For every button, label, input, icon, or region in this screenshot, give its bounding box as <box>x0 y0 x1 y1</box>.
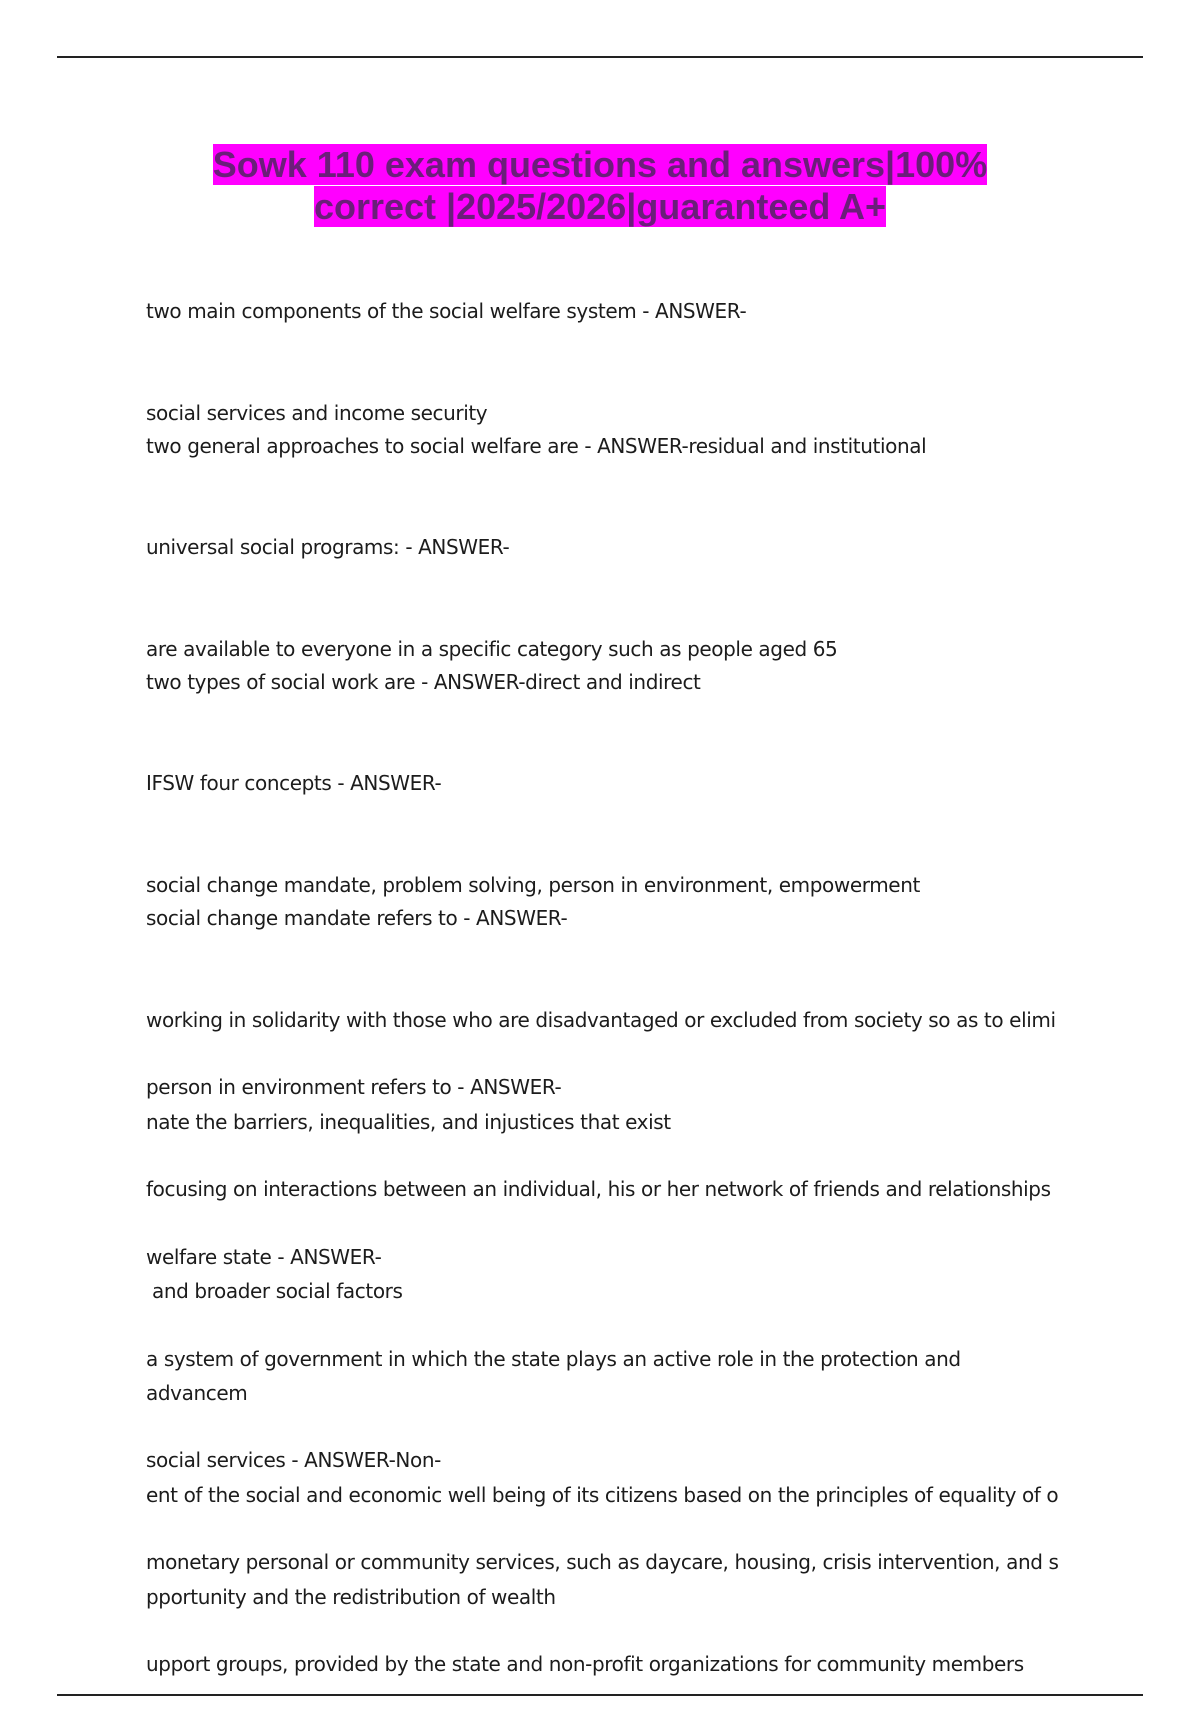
qa-line: two general approaches to social welfare are - ANSWER-residual and institutional <box>146 434 927 458</box>
qa-line: ent of the social and economic well being of its citizens based on the principles of equality of o <box>146 1483 1059 1507</box>
qa-line: welfare state - ANSWER- <box>146 1245 382 1269</box>
qa-line: universal social programs: - ANSWER- <box>146 535 510 559</box>
qa-line: pportunity and the redistribution of wealth <box>146 1585 556 1609</box>
qa-line: social change mandate refers to - ANSWER- <box>146 906 568 930</box>
bottom-rule <box>57 1694 1143 1696</box>
qa-line: IFSW four concepts - ANSWER- <box>146 771 442 795</box>
qa-line: two main components of the social welfare system - ANSWER- <box>146 299 747 323</box>
qa-line: social change mandate, problem solving, person in environment, empowerment <box>146 873 920 897</box>
title-line-1: Sowk 110 exam questions and answers|100% <box>212 144 988 185</box>
qa-line: person in environment refers to - ANSWER- <box>146 1075 562 1099</box>
qa-line: working in solidarity with those who are disadvantaged or excluded from society so as to elimi <box>146 1008 1056 1032</box>
document-title <box>120 144 1080 228</box>
qa-line: and broader social factors <box>146 1279 403 1303</box>
title-line-2: correct |2025/2026|guaranteed A+ <box>313 186 887 227</box>
qa-line: monetary personal or community services, such as daycare, housing, crisis intervention, and s <box>146 1550 1059 1574</box>
qa-line: nate the barriers, inequalities, and injustices that exist <box>146 1110 671 1134</box>
top-rule <box>57 56 1143 58</box>
qa-line: focusing on interactions between an individual, his or her network of friends and relationships <box>146 1177 1051 1201</box>
qa-line: a system of government in which the state plays an active role in the protection and advancem <box>146 1347 967 1405</box>
qa-entry <box>146 1375 1066 1715</box>
qa-line: social services - ANSWER-Non- <box>146 1448 441 1472</box>
qa-line: upport groups, provided by the state and non-profit organizations for community members <box>146 1652 1024 1676</box>
qa-line: social services and income security <box>146 401 488 425</box>
qa-line: are available to everyone in a specific category such as people aged 65 <box>146 637 838 661</box>
qa-line: two types of social work are - ANSWER-direct and indirect <box>146 670 701 694</box>
